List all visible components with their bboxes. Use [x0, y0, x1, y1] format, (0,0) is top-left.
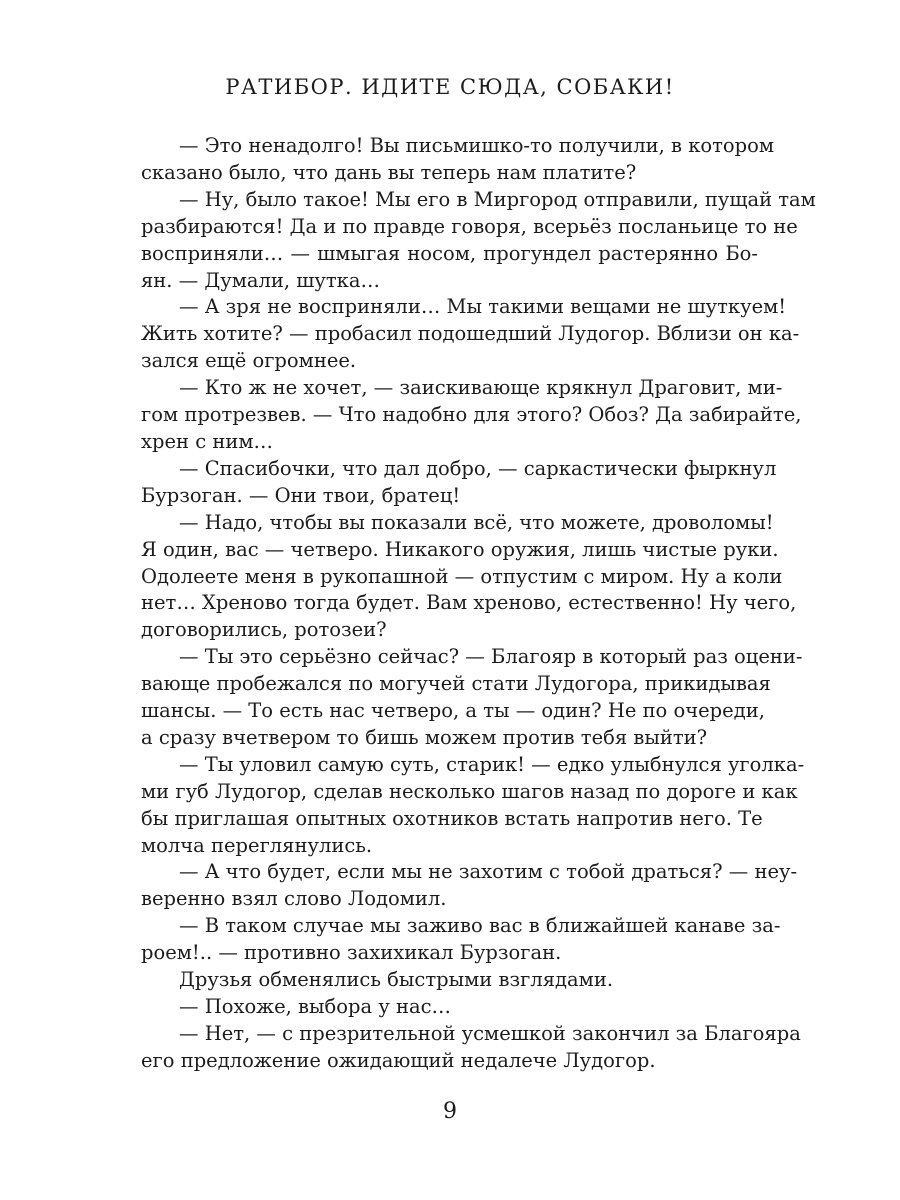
text-line: разбираются! Да и по правде говоря, всерьёз посланьице то не — [141, 214, 798, 238]
text-line: — Ты это серьёзно сейчас? — Благояр в который раз оцени- — [179, 645, 803, 669]
text-line: — Ты уловил самую суть, старик! — едко улыбнулся уголка- — [179, 752, 805, 776]
text-line: Я один, вас — четверо. Никакого оружия, лишь чистые руки. — [141, 537, 779, 561]
paragraph — [141, 859, 798, 913]
text-line: ми губ Лудогор, сделав несколько шагов назад по дороге и как — [141, 779, 798, 803]
text-line: его предложение ожидающий недалече Лудогор. — [141, 1048, 656, 1072]
paragraph — [141, 752, 805, 860]
text-line: договорились, ротозеи? — [141, 618, 387, 642]
text-line: Одолеете меня в рукопашной — отпустим с миром. Ну а коли — [141, 564, 783, 588]
text-line: вающе пробежался по могучей стати Лудогора, прикидывая — [141, 672, 771, 696]
text-line: — Ну, было такое! Мы его в Миргород отправили, пущай там — [179, 187, 816, 211]
text-line: молча переглянулись. — [141, 833, 373, 857]
text-line: — Спасибочки, что дал добро, — саркастически фыркнул — [179, 456, 777, 480]
text-line: Жить хотите? — пробасил подошедший Лудогор. Вблизи он ка- — [141, 322, 800, 346]
text-line: сказано было, что дань вы теперь нам платите? — [141, 160, 637, 184]
paragraph — [141, 133, 775, 187]
text-line: — А зря не восприняли… Мы такими вещами не шуткуем! — [179, 295, 787, 319]
text-line: шансы. — То есть нас четверо, а ты — один? Не по очереди, — [141, 699, 765, 723]
text-line: — А что будет, если мы не захотим с тобой драться? — неу- — [179, 860, 798, 884]
paragraph — [141, 994, 758, 1021]
text-line: нет… Хреново тогда будет. Вам хреново, естественно! Ну чего, — [141, 591, 797, 615]
paragraph — [141, 913, 781, 967]
paragraph — [141, 967, 758, 994]
text-line: — Похоже, выбора у нас… — [179, 995, 452, 1018]
text-line: Друзья обменялись быстрыми взглядами. — [179, 968, 614, 992]
text-line: — Нет, — с презрительной усмешкой закончил за Благояра — [179, 1021, 801, 1045]
paragraph — [141, 456, 777, 510]
paragraph — [141, 644, 803, 752]
text-line: зался ещё огромнее. — [141, 349, 357, 373]
paragraph — [141, 294, 800, 375]
text-line: Бурзоган. — Они твои, братец! — [141, 483, 461, 507]
text-line: — Надо, чтобы вы показали всё, что можете, дроволомы! — [179, 510, 774, 534]
text-line: веренно взял слово Лодомил. — [141, 887, 447, 911]
body-text — [141, 133, 816, 1075]
text-line: роем!.. — противно захихикал Бурзоган. — [141, 941, 562, 965]
text-line: — В таком случае мы заживо вас в ближайшей канаве за- — [179, 914, 781, 938]
paragraph — [141, 510, 797, 645]
running-head: РАТИБОР. ИДИТЕ СЮДА, СОБАКИ! — [225, 75, 675, 99]
text-line: бы приглашая опытных охотников встать напротив него. Те — [141, 806, 763, 830]
paragraph — [141, 187, 816, 295]
text-line: гом протрезвев. — Что надобно для этого? Обоз? Да забирайте, — [141, 403, 802, 427]
text-line: ян. — Думали, шутка… — [141, 268, 380, 292]
text-line: восприняли… — шмыгая носом, прогундел растерянно Бо- — [141, 241, 758, 265]
text-line: а сразу вчетвером то бишь можем против тебя выйти? — [141, 725, 708, 749]
paragraph — [141, 1021, 801, 1075]
text-line: — Это ненадолго! Вы письмишко-то получили, в котором — [179, 134, 775, 157]
paragraph — [141, 375, 802, 456]
text-line: — Кто ж не хочет, — заискивающе крякнул Драговит, ми- — [179, 376, 783, 400]
page-number: 9 — [443, 1099, 457, 1124]
text-line: хрен с ним… — [141, 429, 273, 453]
